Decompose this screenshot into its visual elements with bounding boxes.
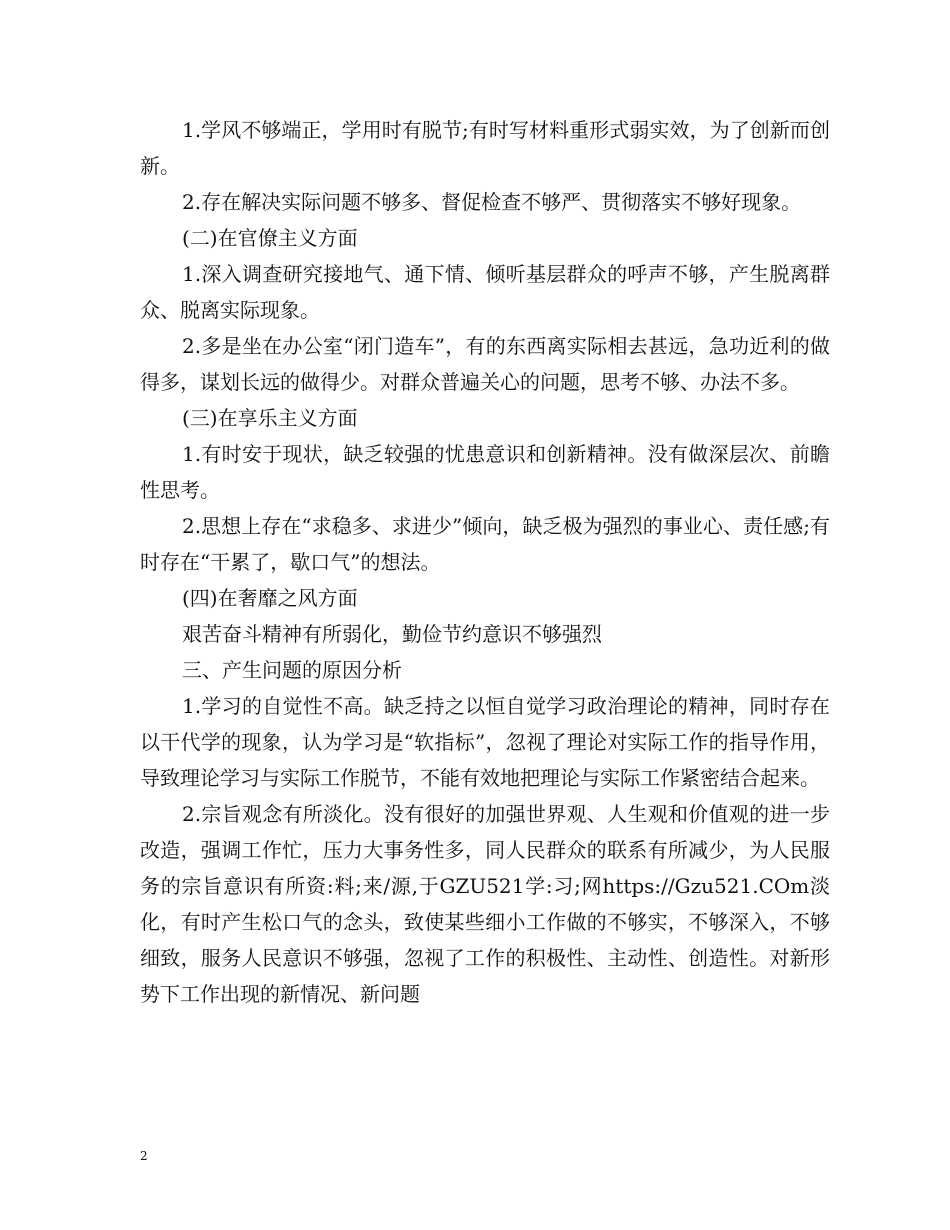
paragraph: 1.有时安于现状，缺乏较强的忧患意识和创新精神。没有做深层次、前瞻性思考。: [140, 442, 830, 502]
paragraph: 2.思想上存在“求稳多、求进少”倾向，缺乏极为强烈的事业心、责任感;有时存在“干累了，歇口气”的想法。: [140, 514, 830, 574]
paragraph: 艰苦奋斗精神有所弱化，勤俭节约意识不够强烈: [182, 622, 602, 646]
paragraph: 2.存在解决实际问题不够多、督促检查不够严、贯彻落实不够好现象。: [182, 190, 802, 214]
section-heading: (二)在官僚主义方面: [182, 226, 358, 250]
paragraph: 1.学风不够端正，学用时有脱节;有时写材料重形式弱实效，为了创新而创新。: [140, 118, 830, 178]
document-body: [140, 112, 830, 1012]
paragraph: 2.宗旨观念有所淡化。没有很好的加强世界观、人生观和价值观的进一步改造，强调工作忙，压力大事务性多，同人民群众的联系有所减少，为人民服务的宗旨意识有所资:料;来/源,于GZU521学:习;网https://Gzu521.COm淡化，有时产生松口气的念头，致使某些细小工作做的不够实，不够深入，不够细致，服务人民意识不够强，忽视了工作的积极性、主动性、创造性。对新形势下工作出现的新情况、新问题: [140, 802, 830, 1006]
paragraph: 1.深入调查研究接地气、通下情、倾听基层群众的呼声不够，产生脱离群众、脱离实际现象。: [140, 262, 830, 322]
paragraph: 1.学习的自觉性不高。缺乏持之以恒自觉学习政治理论的精神，同时存在以干代学的现象，认为学习是“软指标”，忽视了理论对实际工作的指导作用，导致理论学习与实际工作脱节，不能有效地把理论与实际工作紧密结合起来。: [140, 694, 830, 790]
page-number: 2: [140, 1149, 148, 1163]
paragraph: 2.多是坐在办公室“闭门造车”，有的东西离实际相去甚远，急功近利的做得多，谋划长远的做得少。对群众普遍关心的问题，思考不够、办法不多。: [140, 334, 830, 394]
section-heading: (四)在奢靡之风方面: [182, 586, 358, 610]
section-heading: 三、产生问题的原因分析: [182, 658, 402, 682]
section-heading: (三)在享乐主义方面: [182, 406, 358, 430]
